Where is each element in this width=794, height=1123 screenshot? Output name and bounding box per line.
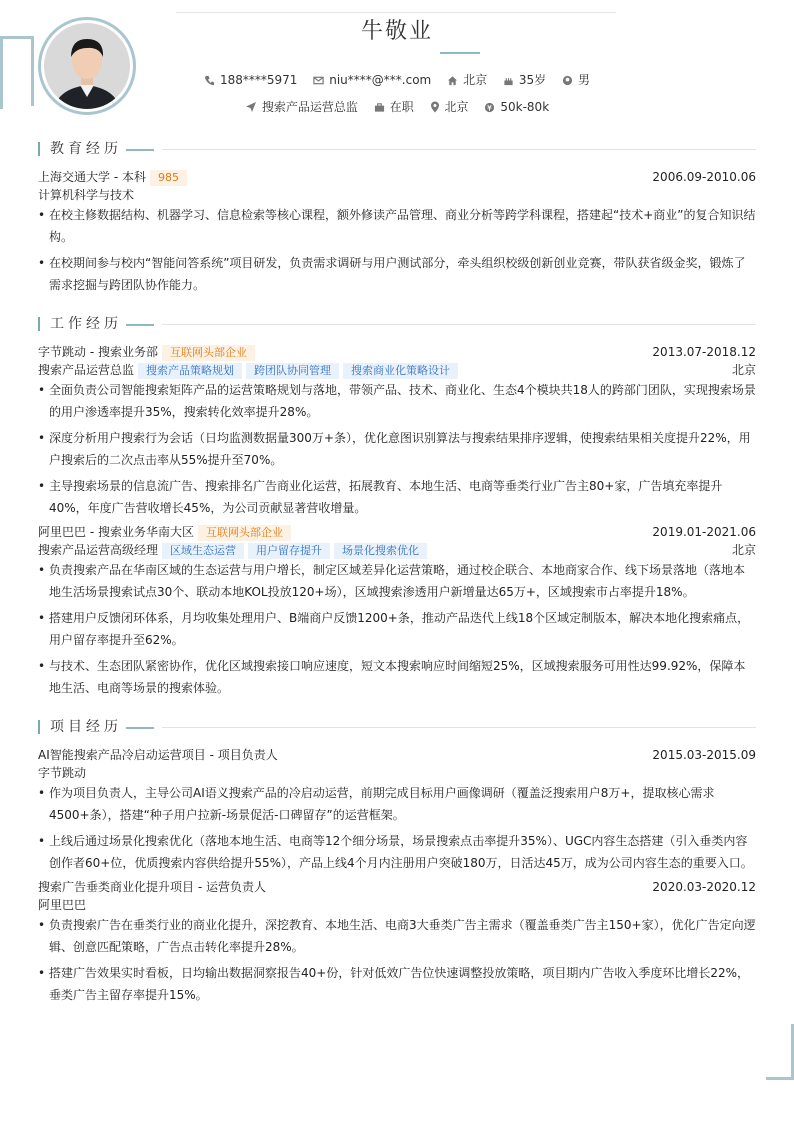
school-badge: 985: [150, 170, 187, 186]
section-title-education: [38, 139, 756, 159]
age-text: 35岁: [518, 73, 547, 87]
work-period: 2013.07-2018.12: [652, 345, 756, 359]
salary-text: 50k-80k: [500, 99, 550, 114]
work-location: 北京: [731, 543, 756, 557]
city-item: [447, 71, 487, 88]
list-item: • 负责搜索产品在华南区域的生态运营与用户增长，制定区域差异化运营策略，通过校企联合、本地商家合作、线下场景落地（落地本地生活场景搜索试点30个、联动本地KOL投放120+场），区域搜索渗透用户新增量达65万+，区域搜索市占率提升18%。: [38, 563, 746, 599]
job-title: 搜索产品运营总监: [38, 363, 135, 377]
city-text: 北京: [463, 73, 488, 87]
status-item: [374, 98, 414, 115]
work-role-row: [38, 361, 756, 379]
list-item: • 上线后通过场景化搜索优化（落地本地生活、电商等12个细分场景，场景搜索点击率提升35%）、UGC内容生态搭建（引入垂类内容创作者60+位，优质搜索内容供给提升55%），产品上线4个月内注册用户突破180万，日活达45万，成为公司内容生态的重要入口。: [38, 834, 753, 870]
contact-info-row: [0, 71, 794, 88]
work-period: 2019.01-2021.06: [652, 525, 756, 539]
section-title-projects: [38, 717, 756, 737]
list-item: • 搭建用户反馈闭环体系，月均收集处理用户、B端商户反馈1200+条，推动产品迭代上线18个区域定制版本，解决本地化搜索痛点，用户留存率提升至62%。: [38, 611, 750, 647]
skill-tag: 搜索商业化策略设计: [343, 363, 458, 379]
list-item: • 主导搜索场景的信息流广告、搜索排名广告商业化运营，拓展教育、本地生活、电商等垂类行业广告主80+家，广告填充率提升40%，年度广告营收增长45%，为公司贡献显著营收增量。: [38, 479, 723, 515]
company-name: 字节跳动 - 搜索业务部: [38, 345, 158, 359]
section-label: 工作经历: [50, 316, 122, 332]
education-header: [38, 168, 756, 186]
work-location: 北京: [731, 363, 756, 377]
status-text: 在职: [389, 100, 414, 114]
section-title-work: [38, 314, 756, 334]
money-icon: [484, 102, 495, 113]
project-name: 搜索广告垂类商业化提升项目 - 运营负责人: [38, 880, 266, 894]
home-icon: [447, 75, 458, 86]
target-job-text: 搜索产品运营总监: [261, 100, 358, 114]
list-item: • 与技术、生态团队紧密协作，优化区域搜索接口响应速度，短文本搜索响应时间缩短25%，区域搜索服务可用性达99.92%，保障本地生活、电商等场景的搜索体验。: [38, 659, 746, 695]
candidate-name: 牛敬业: [360, 19, 433, 44]
project-period: 2020.03-2020.12: [652, 880, 756, 894]
work-header: [38, 523, 756, 541]
salary-item: [484, 100, 549, 114]
list-item: • 在校期间参与校内“智能问答系统”项目研发，负责需求调研与用户测试部分，牵头组织校级创新创业竞赛，带队获省级金奖，锻炼了需求挖掘与跨团队协作能力。: [38, 256, 746, 292]
phone-text: 188****5971: [219, 72, 298, 87]
project-header: [38, 878, 756, 896]
skill-tag: 搜索产品策略规划: [138, 363, 242, 379]
project-org: 阿里巴巴: [38, 898, 87, 912]
skill-tag: 场景化搜索优化: [334, 543, 427, 559]
job-title: 搜索产品运营高级经理: [38, 543, 159, 557]
briefcase-icon: [374, 102, 385, 113]
work-role-row: [38, 541, 756, 559]
gender-item: [562, 71, 590, 88]
section-label: 教育经历: [50, 141, 122, 157]
skill-tag: 区域生态运营: [162, 543, 244, 559]
cake-icon: [503, 75, 514, 86]
skill-tag: 跨团队协同管理: [246, 363, 339, 379]
work-header: [38, 343, 756, 361]
project-name: AI智能搜索产品冷启动运营项目 - 项目负责人: [38, 748, 278, 762]
skill-tag: 用户留存提升: [248, 543, 330, 559]
phone-icon: [204, 75, 215, 86]
list-item: • 负责搜索广告在垂类行业的商业化提升，深挖教育、本地生活、电商3大垂类广告主需求（覆盖垂类广告主150+家），优化广告定向逻辑、创意匹配策略，广告点击转化率提升28%。: [38, 918, 756, 954]
gender-icon: [562, 75, 573, 86]
section-label: 项目经历: [50, 719, 122, 735]
list-item: • 搭建广告效果实时看板，日均输出数据洞察报告40+份，针对低效广告位快速调整投放策略，项目期内广告收入季度环比增长22%，垂类广告主留存率提升15%。: [38, 966, 750, 1002]
list-item: • 在校主修数据结构、机器学习、信息检索等核心课程，额外修读产品管理、商业分析等跨学科课程，搭建起“技术+商业”的复合知识结构。: [38, 208, 756, 244]
company-name: 阿里巴巴 - 搜索业务华南大区: [38, 525, 194, 539]
job-intent-row: [0, 98, 794, 115]
email-item: [313, 73, 431, 87]
corner-decoration-bottom-right: [766, 1024, 794, 1080]
project-org: 字节跳动: [38, 766, 87, 780]
target-city-text: 北京: [444, 100, 469, 114]
list-item: • 作为项目负责人，主导公司AI语义搜索产品的冷启动运营，前期完成目标用户画像调研（覆盖泛搜索用户8万+，提取核心需求4500+条），搭建“种子用户拉新-场景促活-口碑留存”的运营框架。: [38, 786, 715, 822]
list-item: • 全面负责公司智能搜索矩阵产品的运营策略规划与落地，带领产品、技术、商业化、生态4个模块共18人的跨部门团队，实现搜索场景的用户渗透率提升35%，搜索转化效率提升28%。: [38, 383, 756, 419]
name-underline: [440, 52, 480, 54]
location-pin-icon: [430, 101, 440, 113]
school-name: 上海交通大学 - 本科: [38, 170, 146, 184]
project-period: 2015.03-2015.09: [652, 748, 756, 762]
phone-item: [204, 73, 297, 87]
send-icon: [245, 101, 257, 113]
email-text: niu****@***.com: [329, 72, 432, 87]
company-tag: 互联网头部企业: [198, 525, 291, 541]
target-job-item: [245, 98, 358, 115]
mail-icon: [313, 75, 324, 86]
header-divider: [176, 12, 616, 13]
gender-text: 男: [578, 73, 591, 87]
project-header: [38, 746, 756, 764]
list-item: • 深度分析用户搜索行为会话（日均监测数据量300万+条），优化意图识别算法与搜索结果排序逻辑，使搜索结果相关度提升22%，用户搜索后的二次点击率从55%提升至70%。: [38, 431, 751, 467]
education-major: 计算机科学与技术: [38, 188, 135, 202]
age-item: [503, 71, 546, 88]
company-tag: 互联网头部企业: [162, 345, 255, 361]
target-city-item: [430, 98, 469, 115]
education-period: 2006.09-2010.06: [652, 170, 756, 184]
